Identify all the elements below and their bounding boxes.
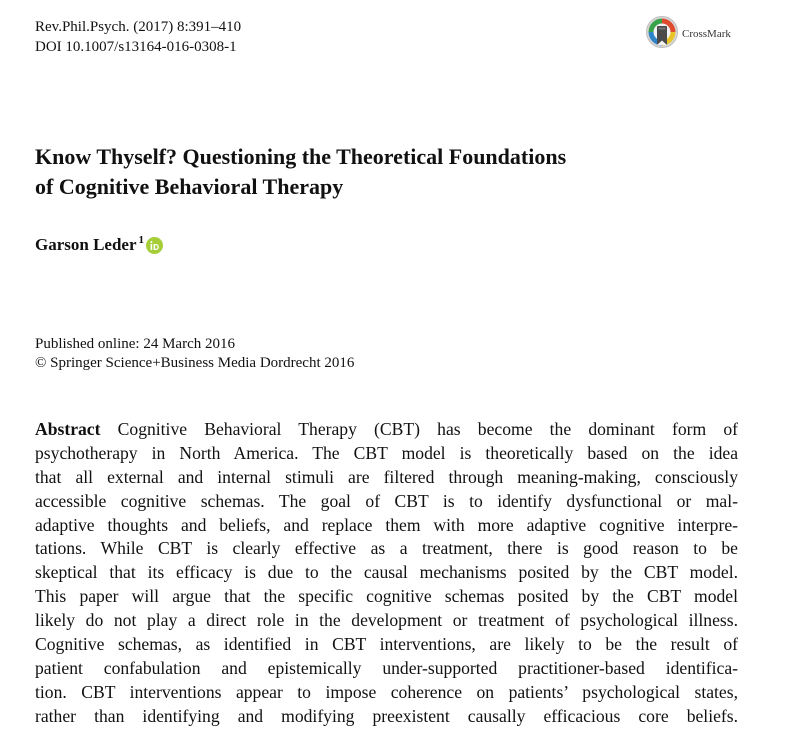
published-online: Published online: 24 March 2016 bbox=[35, 336, 235, 352]
author-line bbox=[35, 233, 163, 257]
abstract-line: tations. While CBT is clearly effective as a treatment, there is good reason to be bbox=[35, 538, 738, 559]
journal-meta bbox=[35, 17, 241, 57]
abstract-line bbox=[35, 418, 738, 442]
abstract-line: skeptical that its efficacy is due to the causal mechanisms posited by the CBT model. bbox=[35, 562, 738, 583]
publication-info bbox=[35, 335, 354, 373]
abstract bbox=[35, 418, 738, 729]
doi-link[interactable]: DOI 10.1007/s13164-016-0308-1 bbox=[35, 39, 237, 55]
crossmark-icon bbox=[645, 15, 679, 53]
affiliation-mark[interactable]: 1 bbox=[138, 234, 145, 246]
article-title bbox=[35, 142, 735, 202]
journal-citation: Rev.Phil.Psych. (2017) 8:391–410 bbox=[35, 19, 242, 35]
abstract-heading: Abstract bbox=[35, 419, 101, 439]
abstract-line: rather than identifying and modifying preexistent causally efficacious core beliefs. bbox=[35, 705, 738, 726]
abstract-line: accessible cognitive schemas. The goal of CBT is to identify dysfunctional or mal- bbox=[35, 490, 738, 511]
abstract-line: adaptive thoughts and beliefs, and replace them with more adaptive cognitive interpre- bbox=[35, 514, 738, 535]
abstract-line: psychotherapy in North America. The CBT model is theoretically based on the idea bbox=[35, 442, 738, 463]
abstract-line: tion. CBT interventions appear to impose coherence on patients’ psychological states, bbox=[35, 681, 738, 702]
author-name[interactable]: Garson Leder bbox=[35, 235, 137, 254]
crossmark-badge[interactable] bbox=[645, 15, 731, 53]
abstract-line: likely do not play a direct role in the development or treatment of psychological illness. bbox=[35, 610, 738, 631]
orcid-icon[interactable] bbox=[146, 237, 163, 254]
abstract-text: Cognitive Behavioral Therapy (CBT) has become the dominant form of bbox=[100, 419, 738, 439]
abstract-line: Cognitive schemas, as identified in CBT interventions, are likely to be the result of bbox=[35, 634, 738, 655]
abstract-line: patient confabulation and epistemically under-supported practitioner-based identifica- bbox=[35, 657, 738, 678]
title-line: Know Thyself? Questioning the Theoretical Foundations bbox=[35, 144, 567, 169]
abstract-line: that all external and internal stimuli are filtered through meaning-making, consciously bbox=[35, 466, 738, 487]
abstract-line: This paper will argue that the specific cognitive schemas posited by the CBT model bbox=[35, 586, 738, 607]
copyright-notice: © Springer Science+Business Media Dordrecht 2016 bbox=[35, 355, 355, 371]
crossmark-label: CrossMark bbox=[682, 28, 731, 40]
title-line: of Cognitive Behavioral Therapy bbox=[35, 174, 344, 199]
